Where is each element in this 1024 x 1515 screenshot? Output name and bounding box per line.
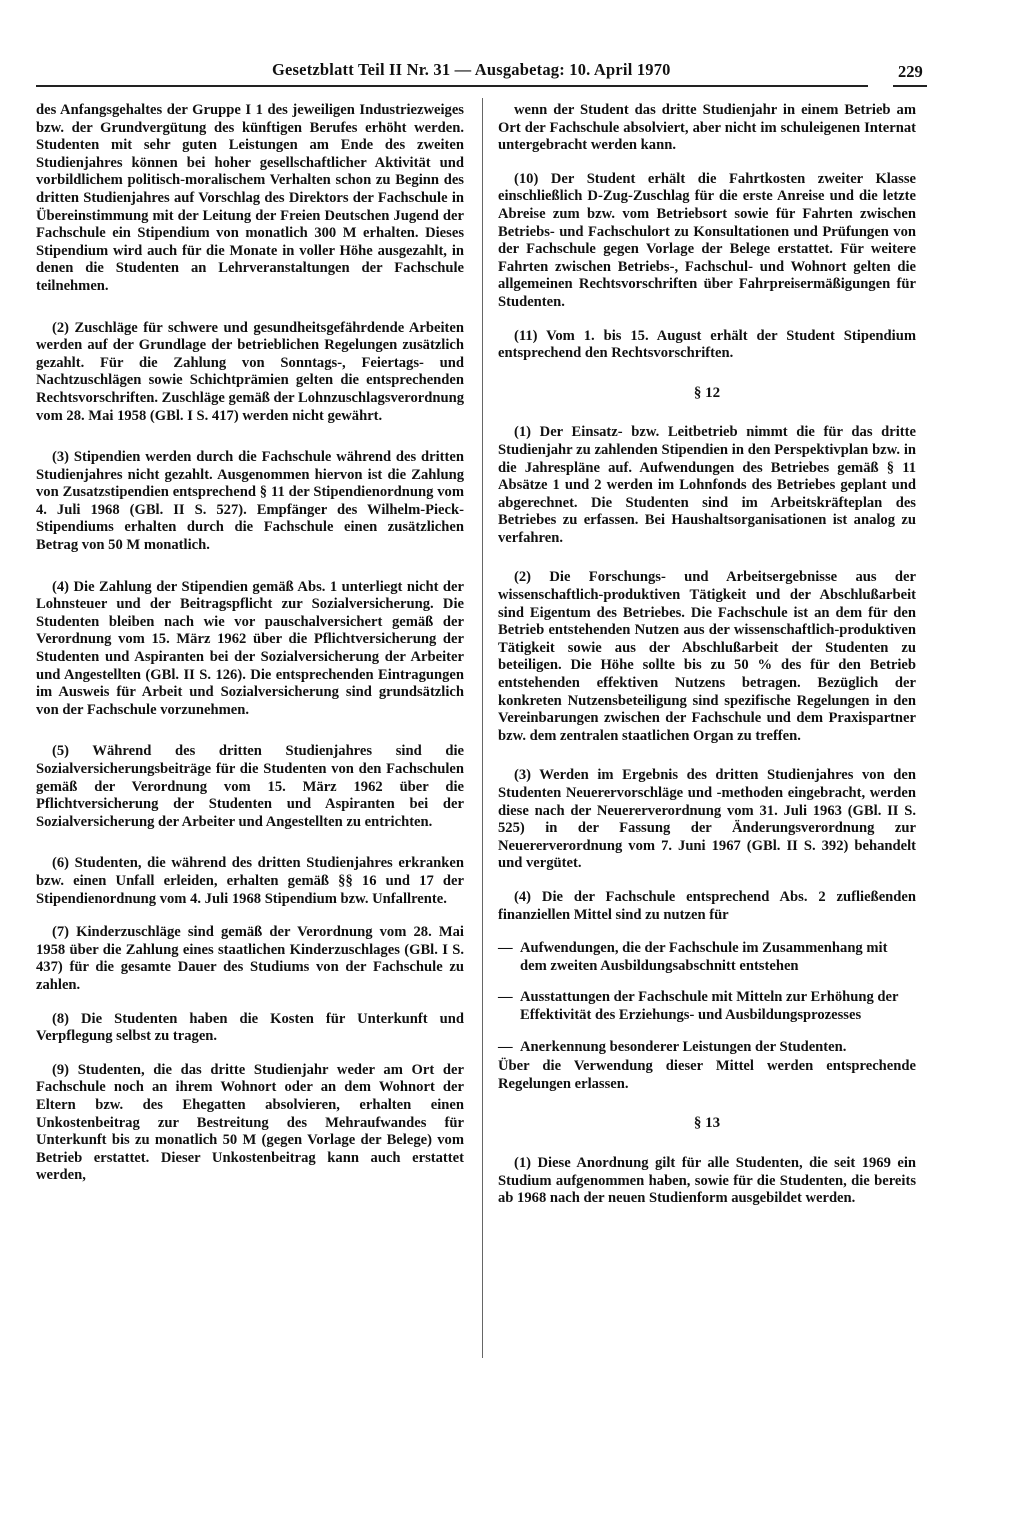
- paragraph-4: (4) Die Zahlung der Stipendien gemäß Abs. 1 unterliegt nicht der Lohnsteuer und der Beitragspflicht zur Sozialversicherung. Die Studenten bleiben nach wie vor pauschalversichert gemäß der Verordnung vom 15. März 1962 über die Pflichtversicherung der Studenten und Aspiranten bei der Sozialversicherung der Arbeiter und Angestellten (GBl. II S. 126). Die entsprechenden Eintragungen im Ausweis für Arbeit und Sozialversicherung sind grundsätzlich von der Fachschule vorzunehmen.: [36, 578, 464, 718]
- section-12-paragraph-4-end: Über die Verwendung dieser Mittel werden entsprechende Regelungen erlassen.: [498, 1058, 916, 1092]
- paragraph-continuation: wenn der Student das dritte Studienjahr in einem Betrieb am Ort der Fachschule absolviert, aber nicht im schuleigenen Internat untergebracht werden kann.: [498, 102, 916, 154]
- list-item: [498, 940, 916, 975]
- section-12-paragraph-3: (3) Werden im Ergebnis des dritten Studienjahres von den Studenten Neuerervorschläge und -methoden eingebracht, werden diese nach der Neuererverordnung vom 31. Juli 1963 (GBl. II S. 525) in der Fassung der Änderungsverordnung zur Neuererverordnung vom 7. Juni 1967 (GBl. II S. 392) behandelt und vergütet.: [498, 767, 916, 872]
- header-title: Gesetzblatt Teil II Nr. 31 — Ausgabetag: 10. April 1970: [272, 60, 671, 79]
- right-column: [498, 102, 916, 1224]
- paragraph-continuation: des Anfangsgehaltes der Gruppe I 1 des jeweiligen Industriezweiges bzw. der Grundvergütung des künftigen Berufes erhöht werden. Studenten mit sehr guten Leistungen am Ende des zweiten Studienjahres können bei hoher gesellschaftlicher Aktivität und vorbildlichem politisch-moralischem Verhalten schon zu Beginn des dritten Studienjahres auf Vorschlag des Direktors der Fachschule in Übereinstimmung mit der Leitung der Freien Deutschen Jugend der Fachschule ein Stipendium von monatlich 300 M erhalten. Dieses Stipendium wird auch für die Monate in voller Höhe ausgezahlt, in denen die Studenten an Lehrveranstaltungen der Fachschule teilnehmen.: [36, 102, 464, 294]
- dash-marker: —: [498, 1038, 513, 1055]
- page-number: 229: [898, 62, 923, 81]
- paragraph-8: (8) Die Studenten haben die Kosten für Unterkunft und Verpflegung selbst zu tragen.: [36, 1010, 464, 1045]
- section-13-paragraph-1: (1) Diese Anordnung gilt für alle Studenten, die seit 1969 ein Studium aufgenommen haben, sowie für die Studenten, die bereits ab 1968 nach der neuen Studienform ausgebildet werden.: [498, 1154, 916, 1207]
- column-divider: [482, 98, 483, 1358]
- paragraph-6: (6) Studenten, die während des dritten Studienjahres erkranken bzw. einen Unfall erleiden, erhalten gemäß §§ 16 und 17 der Stipendienordnung vom 4. Juli 1968 Stipendium bzw. Unfallrente.: [36, 855, 464, 907]
- list-item: [498, 1039, 916, 1057]
- section-12-paragraph-2: (2) Die Forschungs- und Arbeitsergebnisse aus der wissenschaftlich-produktiven Tätigkeit und der Abschlußarbeit sind Eigentum des Betriebes. Die Fachschule ist an dem für den Betrieb entstehenden Nutzen aus der wissenschaftlich-produktiven Tätigkeit sowie aus der Abschlußarbeit der Studenten zu beteiligen. Die Höhe sollte bis zu 50 % des für den Betrieb entstehenden effektiven Nutzens betragen. Bezüglich der konkreten Nutzensbeteiligung sind spezifische Regelungen in den Vereinbarungen zwischen der Fachschule und dem Praxispartner bzw. dem zentralen staatlichen Organ zu treffen.: [498, 569, 916, 744]
- paragraph-11: (11) Vom 1. bis 15. August erhält der Student Stipendium entsprechend den Rechtsvorschriften.: [498, 327, 916, 362]
- section-heading-13: § 13: [693, 1115, 721, 1132]
- paragraph-2: (2) Zuschläge für schwere und gesundheitsgefährdende Arbeiten werden auf der Grundlage der betrieblichen Regelungen zusätzlich gezahlt. Für die Zahlung von Sonntags-, Feiertags- und Nachtzuschlägen sowie Schichtprämien gelten die entsprechenden Rechtsvorschriften. Zuschläge gemäß der Lohnzuschlagsverordnung vom 28. Mai 1958 (GBl. I S. 417) werden nicht gewährt.: [36, 319, 464, 424]
- list-item: [498, 989, 916, 1024]
- page-header: [0, 60, 1024, 86]
- paragraph-10: (10) Der Student erhält die Fahrtkosten zweiter Klasse einschließlich D-Zug-Zuschlag für die erste Anreise und die letzte Abreise zum bzw. vom Betriebsort sowie für Fahrten zwischen Betriebs- und Fachschulort zu Konsultationen und Prüfungen von der Fachschule gegen Vorlage der Belege erstattet. Für weitere Fahrten zwischen Betriebs-, Fachschul- und Wohnort gelten die allgemeinen Rechtsvorschriften über Fahrpreisermäßigungen für Studenten.: [498, 170, 916, 310]
- paragraph-5: (5) Während des dritten Studienjahres sind die Sozialversicherungsbeiträge für die Studenten von den Fachschulen gemäß der Verordnung vom 15. März 1962 über die Pflichtversicherung der Studenten und Aspiranten bei der Sozialversicherung der Arbeiter und Angestellten zu entrichten.: [36, 743, 464, 830]
- paragraph-9: (9) Studenten, die das dritte Studienjahr weder am Ort der Fachschule noch an ihrem Wohnort oder an dem Wohnort der Eltern bzw. des Ehegatten absolvieren, erhalten einen Unkostenbeitrag zur Bestreitung des Mehraufwandes für Unterkunft bis zu monatlich 50 M (gegen Vorlage der Belege) vom Betrieb erstattet. Dieser Unkostenbeitrag kann auch erstattet werden,: [36, 1061, 464, 1184]
- list-item-text: Anerkennung besonderer Leistungen der Studenten.: [520, 1038, 847, 1055]
- page-number-rule: [893, 85, 927, 87]
- dash-marker: —: [498, 989, 513, 1006]
- list-item-text: Aufwendungen, die der Fachschule im Zusammenhang mit dem zweiten Ausbildungsabschnitt entstehen: [520, 940, 888, 974]
- paragraph-3: (3) Stipendien werden durch die Fachschule während des dritten Studienjahres nicht gezahlt. Ausgenommen hiervon ist die Zahlung von Zusatzstipendien entsprechend § 11 der Stipendienordnung vom 4. Juli 1968 (GBl. II S. 527). Empfänger des Wilhelm-Pieck-Stipendiums erhalten durch die Fachschule einen zusätzlichen Betrag von 50 M monatlich.: [36, 449, 464, 554]
- section-12-paragraph-1: (1) Der Einsatz- bzw. Leitbetrieb nimmt die für das dritte Studienjahr zu zahlenden Stipendien in den Perspektivplan bzw. in die Jahrespläne auf. Aufwendungen des Betriebes gemäß § 11 Absätze 1 und 2 werden im Lohnfonds des Betriebes geplant und abgerechnet. Die Studenten sind im Arbeitskräfteplan des Betriebes zu erfassen. Bei Haushaltsorganisationen ist analog zu verfahren.: [498, 424, 916, 546]
- paragraph-7: (7) Kinderzuschläge sind gemäß der Verordnung vom 28. Mai 1958 über die Zahlung eines staatlichen Kinderzuschlages (GBl. I S. 437) für die gesamte Dauer des Studiums von der Fachschule zu zahlen.: [36, 924, 464, 993]
- header-rule: [36, 85, 868, 87]
- section-12-paragraph-4: (4) Die der Fachschule entsprechend Abs. 2 zufließenden finanziellen Mittel sind zu nutzen für: [498, 888, 916, 923]
- section-heading-12: § 12: [693, 384, 721, 401]
- dash-marker: —: [498, 940, 513, 957]
- list-item-text: Ausstattungen der Fachschule mit Mitteln zur Erhöhung der Effektivität des Erziehungs- und Ausbildungsprozesses: [520, 989, 899, 1023]
- left-column: [36, 102, 464, 1201]
